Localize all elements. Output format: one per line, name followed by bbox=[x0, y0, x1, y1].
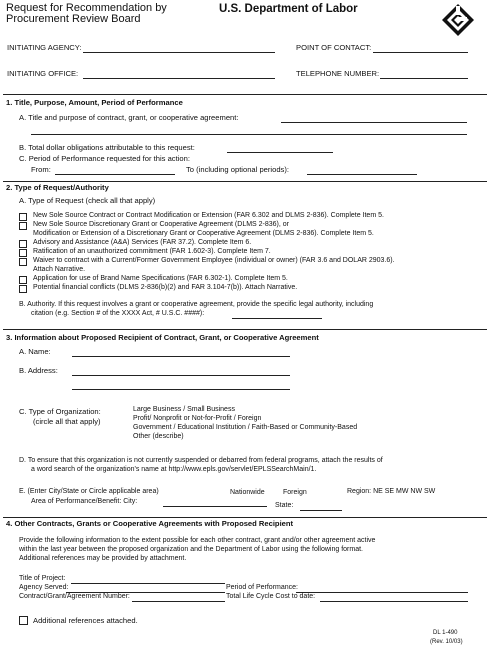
org-type-profit[interactable]: Profit/ Nonprofit or Not-for-Profit / Foreign bbox=[133, 415, 262, 422]
authority-field[interactable] bbox=[232, 318, 322, 319]
telephone-number-field[interactable] bbox=[380, 78, 468, 79]
foreign-option[interactable]: Foreign bbox=[283, 489, 307, 496]
checkbox-brand-name[interactable] bbox=[19, 276, 27, 284]
org-type-business[interactable]: Large Business / Small Business bbox=[133, 406, 235, 413]
total-dollar-field[interactable] bbox=[227, 152, 333, 153]
org-type-label: C. Type of Organization: bbox=[19, 407, 101, 416]
org-type-hint: (circle all that apply) bbox=[33, 417, 101, 426]
option-waiver-narrative: Attach Narrative. bbox=[33, 266, 86, 273]
title-purpose-field-line2[interactable] bbox=[31, 134, 467, 135]
checkbox-sole-source-grant[interactable] bbox=[19, 222, 27, 230]
additional-references-label: Additional references attached. bbox=[33, 616, 138, 625]
section1-c-label: C. Period of Performance requested for this action: bbox=[19, 154, 190, 163]
option-sole-source-grant: New Sole Source Discretionary Grant or Cooperative Agreement (DLMS 2-836), or bbox=[33, 221, 289, 228]
org-type-other[interactable]: Other (describe) bbox=[133, 433, 184, 440]
region-options[interactable]: Region: NE SE MW NW SW bbox=[347, 488, 436, 495]
city-field[interactable] bbox=[163, 506, 267, 507]
checkbox-additional-references[interactable] bbox=[19, 616, 28, 625]
agency-name: U.S. Department of Labor bbox=[219, 3, 358, 15]
life-cycle-cost-label: Total Life Cycle Cost to date: bbox=[226, 593, 316, 600]
option-sole-source-contract: New Sole Source Contract or Contract Modification or Extension (FAR 6.302 and DLMS 2-836). Complete Item 5. bbox=[33, 212, 384, 219]
section1-heading: 1. Title, Purpose, Amount, Period of Performance bbox=[6, 98, 183, 107]
contract-number-field[interactable] bbox=[132, 601, 225, 602]
form-number: DL 1-490 bbox=[433, 630, 458, 636]
divider bbox=[3, 181, 487, 182]
area-city-label: Area of Performance/Benefit: City: bbox=[31, 498, 138, 505]
recipient-address-field[interactable] bbox=[72, 375, 290, 376]
contract-number-label: Contract/Grant/Agreement Number: bbox=[19, 593, 130, 600]
recipient-address-label: B. Address: bbox=[19, 366, 58, 375]
state-field[interactable] bbox=[300, 510, 342, 511]
initiating-office-field[interactable] bbox=[83, 78, 275, 79]
dol-logo-icon bbox=[441, 3, 475, 37]
checkbox-sole-source-contract[interactable] bbox=[19, 213, 27, 221]
to-label: To (including optional periods): bbox=[186, 165, 289, 174]
section4-heading: 4. Other Contracts, Grants or Cooperative Agreements with Proposed Recipient bbox=[6, 519, 294, 528]
recipient-name-field[interactable] bbox=[72, 356, 290, 357]
form-title bbox=[6, 3, 167, 25]
form-title-line2: Procurement Review Board bbox=[6, 13, 141, 25]
section4-para1: Provide the following information to the extent possible for each other contract, grant and/or other agreement active bbox=[19, 537, 376, 544]
agency-served-label: Agency Served: bbox=[19, 584, 69, 591]
form-title-line1: Request for Recommendation by bbox=[6, 2, 167, 14]
recipient-name-label: A. Name: bbox=[19, 347, 51, 356]
checkbox-advisory-assistance[interactable] bbox=[19, 240, 27, 248]
area-label: E. (Enter City/State or Circle applicable area) bbox=[19, 488, 159, 495]
recipient-address-field-line2[interactable] bbox=[72, 389, 290, 390]
period-of-performance-label: Period of Performance: bbox=[226, 584, 298, 591]
point-of-contact-field[interactable] bbox=[373, 52, 468, 53]
option-waiver: Waiver to contract with a Current/Former Government Employee (individual or owner) (FAR 3.6 and DOLAR 2903.6). bbox=[33, 257, 395, 264]
title-purpose-field[interactable] bbox=[281, 122, 467, 123]
from-field[interactable] bbox=[55, 174, 175, 175]
life-cycle-cost-field[interactable] bbox=[320, 601, 468, 602]
divider bbox=[3, 517, 487, 518]
option-financial-conflicts: Potential financial conflicts (DLMS 2-836(b)(2) and FAR 3.104-7(b)). Attach Narrative. bbox=[33, 284, 298, 291]
section1-a-label: A. Title and purpose of contract, grant, or cooperative agreement: bbox=[19, 113, 239, 122]
debarment-line2: a word search of the organization's name at http://www.epls.gov/servlet/EPLSSearchMain/1. bbox=[31, 466, 317, 473]
from-label: From: bbox=[31, 165, 51, 174]
title-of-project-field[interactable] bbox=[71, 583, 225, 584]
checkbox-financial-conflicts[interactable] bbox=[19, 285, 27, 293]
title-of-project-label: Title of Project: bbox=[19, 575, 66, 582]
section2-b-line1: B. Authority. If this request involves a grant or cooperative agreement, provide the specific legal authority, including bbox=[19, 301, 374, 308]
section1-b-label: B. Total dollar obligations attributable to this request: bbox=[19, 143, 195, 152]
checkbox-waiver[interactable] bbox=[19, 258, 27, 266]
option-brand-name: Application for use of Brand Name Specifications (FAR 6.302-1). Complete Item 5. bbox=[33, 275, 288, 282]
org-type-government[interactable]: Government / Educational Institution / Faith-Based or Community-Based bbox=[133, 424, 358, 431]
section2-heading: 2. Type of Request/Authority bbox=[6, 183, 109, 192]
section4-para2: within the last year between the proposed organization and the Department of Labor using the following format. bbox=[19, 546, 363, 553]
initiating-agency-field[interactable] bbox=[83, 52, 275, 53]
to-field[interactable] bbox=[307, 174, 417, 175]
nationwide-option[interactable]: Nationwide bbox=[230, 489, 265, 496]
initiating-office-label: INITIATING OFFICE: bbox=[7, 69, 79, 78]
section2-b-line2: citation (e.g. Section # of the XXXX Act, # U.S.C. ####): bbox=[31, 310, 205, 317]
telephone-number-label: TELEPHONE NUMBER: bbox=[296, 69, 380, 78]
point-of-contact-label: POINT OF CONTACT: bbox=[296, 43, 372, 52]
checkbox-ratification[interactable] bbox=[19, 249, 27, 257]
section4-para3: Additional references may be provided by attachment. bbox=[19, 555, 187, 562]
option-modification-grant: Modification or Extension of a Discretionary Grant or Cooperative Agreement (DLMS 2-836). Complete Item 5. bbox=[33, 230, 374, 237]
section3-heading: 3. Information about Proposed Recipient of Contract, Grant, or Cooperative Agreement bbox=[6, 333, 319, 342]
divider bbox=[3, 94, 487, 95]
divider bbox=[3, 329, 487, 330]
option-advisory-assistance: Advisory and Assistance (A&A) Services (FAR 37.2). Complete Item 6. bbox=[33, 239, 252, 246]
state-label: State: bbox=[275, 502, 294, 509]
initiating-agency-label: INITIATING AGENCY: bbox=[7, 43, 82, 52]
form-revision: (Rev. 10/03) bbox=[430, 639, 463, 645]
period-of-performance-field[interactable] bbox=[296, 592, 468, 593]
section2-a-label: A. Type of Request (check all that apply) bbox=[19, 196, 156, 205]
debarment-line1: D. To ensure that this organization is not currently suspended or debarred from federal programs, attach the results of bbox=[19, 457, 383, 464]
option-ratification: Ratification of an unauthorized commitment (FAR 1.602-3). Complete Item 7. bbox=[33, 248, 271, 255]
